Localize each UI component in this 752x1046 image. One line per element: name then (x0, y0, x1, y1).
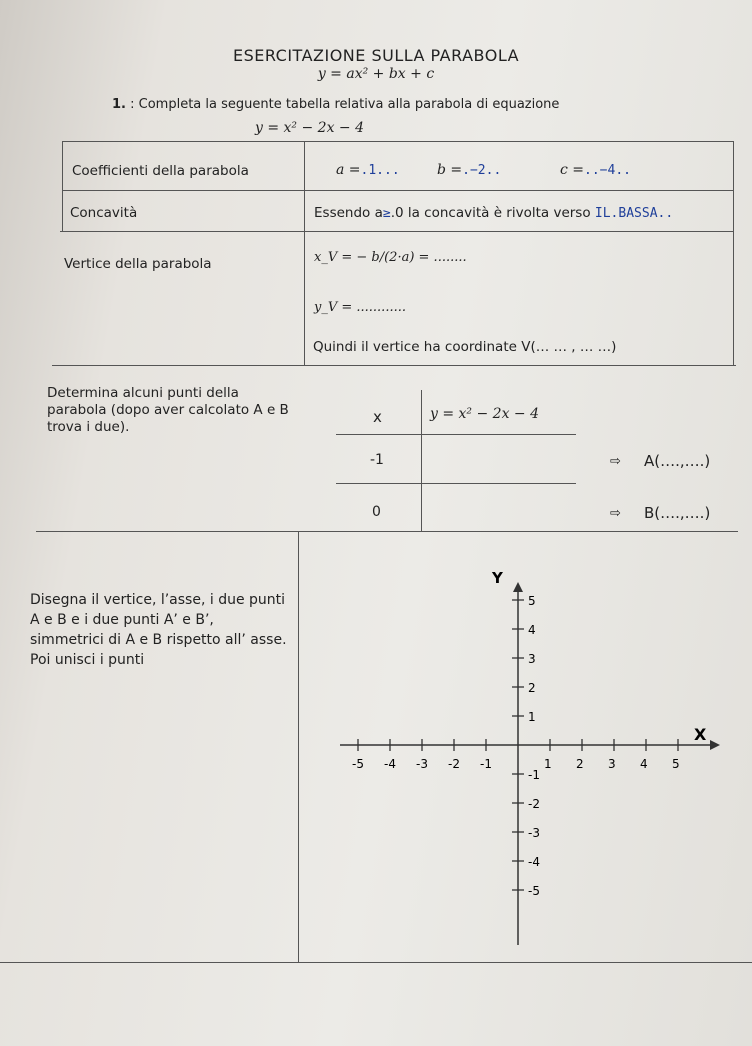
parabola-equation: y = x² − 2x − 4 (255, 120, 365, 136)
y-axis-arrow-icon (513, 582, 523, 592)
x-tick-label: 1 (544, 757, 552, 771)
y-tick-label: 1 (528, 710, 536, 724)
points-row-line (336, 483, 576, 484)
vertex-x-formula[interactable]: x_V = − b/(2·a) = ........ (314, 250, 467, 265)
coefficients-label: Coefficienti della parabola (72, 163, 249, 179)
concavity-text-before: Essendo a (314, 205, 383, 221)
vertex-label: Vertice della parabola (64, 256, 212, 272)
x-axis-arrow-icon (710, 740, 720, 750)
instruction-text: : Completa la seguente tabella relativa alla parabola di equazione (130, 97, 560, 112)
exercise-number: 1. (112, 97, 126, 112)
y-tick-label: -2 (528, 797, 540, 811)
x-tick-label: -3 (416, 757, 428, 771)
table-border-top (62, 141, 734, 142)
points-col-divider (421, 390, 422, 531)
x-tick-label: -2 (448, 757, 460, 771)
x-tick-label: 4 (640, 757, 648, 771)
concavity-sign-answer[interactable]: ≥ (382, 206, 391, 221)
points-label: Determina alcuni punti della parabola (dopo aver calcolato A e B trova i due). (47, 385, 289, 435)
table-row-divider (60, 231, 734, 232)
general-equation: y = ax² + bx + c (317, 66, 435, 82)
graph-instructions: Disegna il vertice, l’asse, i due punti A e B e i due punti A’ e B’, simmetrici di A e B rispetto all’ asse. Poi unisci i punti (30, 592, 287, 668)
coefficient-c (560, 162, 631, 178)
points-col-y-header: y = x² − 2x − 4 (430, 406, 540, 422)
table-border-right (733, 141, 734, 365)
y-tick-label: 5 (528, 594, 536, 608)
points-col-x-header: x (373, 408, 382, 426)
table-border-bottom (0, 962, 752, 963)
y-tick-label: -5 (528, 884, 540, 898)
point-b[interactable]: B(….,….) (644, 504, 711, 522)
concavity-sentence (314, 205, 673, 221)
instruction (112, 97, 559, 112)
a-prefix: a = (336, 162, 361, 178)
x-tick-label: -1 (480, 757, 492, 771)
cartesian-plane[interactable] (330, 570, 730, 955)
concavity-label: Concavità (70, 205, 138, 221)
x-tick-label: -4 (384, 757, 396, 771)
vertex-conclusion[interactable]: Quindi il vertice ha coordinate V(… … , … …) (313, 339, 617, 355)
a-answer[interactable]: .1... (360, 163, 400, 178)
concavity-text-after: .0 la concavità è rivolta verso (390, 205, 591, 221)
right-arrow-icon: ⇨ (610, 506, 621, 521)
x-tick-label: 2 (576, 757, 584, 771)
table-column-divider (304, 141, 305, 365)
concavity-answer[interactable]: IL.BASSA.. (594, 206, 674, 221)
x-tick-label: -5 (352, 757, 364, 771)
vertex-y-formula[interactable]: y_V = ............ (314, 300, 406, 315)
points-header-line (336, 434, 576, 435)
worksheet-title: ESERCITAZIONE SULLA PARABOLA (232, 46, 520, 65)
y-axis-label: Y (492, 570, 503, 587)
points-row-x: 0 (372, 504, 381, 520)
coefficient-b (437, 162, 501, 178)
y-tick-label: 3 (528, 652, 536, 666)
coefficient-a (336, 162, 400, 178)
y-tick-label: -3 (528, 826, 540, 840)
b-answer[interactable]: .−2.. (462, 163, 502, 178)
table-row-divider (36, 531, 738, 532)
b-prefix: b = (437, 162, 463, 178)
table-column-divider (298, 531, 299, 963)
points-row-x: -1 (370, 452, 384, 468)
table-row-divider (52, 365, 736, 366)
c-prefix: c = (560, 162, 585, 178)
x-tick-label: 5 (672, 757, 680, 771)
y-tick-label: 4 (528, 623, 536, 637)
table-row-divider (62, 190, 734, 191)
point-a[interactable]: A(….,….) (644, 452, 711, 470)
y-tick-label: 2 (528, 681, 536, 695)
c-answer[interactable]: ..−4.. (584, 163, 631, 178)
right-arrow-icon: ⇨ (610, 454, 621, 469)
table-border-left (62, 141, 63, 231)
y-tick-label: -1 (528, 768, 540, 782)
x-tick-label: 3 (608, 757, 616, 771)
x-axis-label: X (694, 725, 707, 744)
y-tick-label: -4 (528, 855, 540, 869)
